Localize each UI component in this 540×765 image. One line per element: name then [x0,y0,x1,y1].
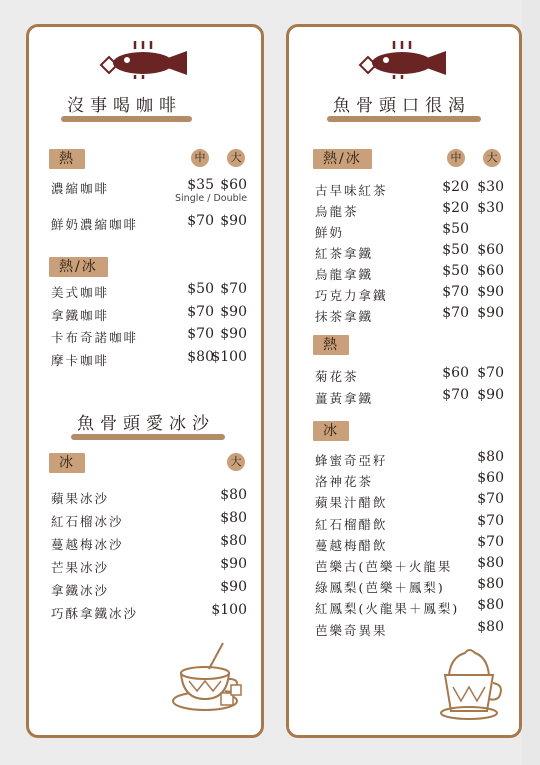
hot-ice-tag: 熱/冰 [49,257,108,277]
price-large: $80 [220,487,247,503]
menu-item-name: 濃縮咖啡 [51,181,110,196]
menu-item-name: 紅石榴冰沙 [51,514,124,529]
price-large: $80 [220,510,247,526]
menu-item-name: 卡布奇諾咖啡 [51,330,139,345]
menu-item-name: 鮮奶濃縮咖啡 [51,217,139,232]
menu-item-name: 芭樂古(芭樂＋火龍果 [315,559,453,574]
price-large: $90 [220,579,247,595]
price-large: $80 [477,576,504,593]
price-large: $70 [220,281,247,297]
menu-item-name: 蔓越梅醋飲 [315,537,388,553]
price-medium: $50 [442,242,469,258]
price-medium: $60 [442,365,469,381]
size-large-badge: 大 [227,453,245,471]
price-medium: $50 [442,221,469,237]
latte-cup-illustration [435,645,505,725]
fish-bone-logo [95,39,195,79]
menu-item-name: 洛神花茶 [315,474,374,490]
price-large: $70 [477,533,504,550]
menu-item-name: 蔓越梅冰沙 [51,537,124,552]
fish-bone-logo [354,39,454,79]
ice-tag: 冰 [49,453,85,473]
coffee-cup-illustration [169,637,249,717]
price-large: $90 [477,387,504,403]
price-medium: $70 [442,387,469,403]
price-medium: $50 [187,281,214,297]
menu-item-name: 抹茶拿鐵 [315,309,374,324]
hot-tag: 熱 [313,335,349,355]
menu-item-name: 菊花茶 [315,369,359,384]
price-large: $90 [220,303,247,320]
price-large: $60 [477,242,504,258]
single-double-note: Single / Double [175,193,248,204]
price-medium: $20 [442,179,469,195]
menu-item-name: 古早味紅茶 [315,183,388,198]
price-medium: $70 [442,284,469,300]
hot-tag: 熱 [49,149,85,169]
price-large: $30 [477,179,504,195]
menu-item-name: 拿鐵冰沙 [51,583,110,598]
hot-ice-tag: 熱/冰 [313,149,372,169]
size-large-badge: 大 [483,149,501,167]
smoothie-section-title: 魚骨頭愛冰沙 [77,409,215,434]
price-medium: $80 [187,348,214,365]
ice-tag: 冰 [313,421,349,441]
price-large: $30 [477,200,504,216]
price-medium: $50 [442,263,469,279]
menu-item-name: 芭樂奇異果 [315,622,388,638]
price-large: $80 [477,597,504,614]
menu-item-name: 蘋果汁醋飲 [315,495,388,511]
drinks-section-title: 魚骨頭口很渴 [333,91,471,116]
menu-item-name: 拿鐵咖啡 [51,307,110,323]
size-medium-badge: 中 [191,149,209,167]
price-large: $80 [477,555,504,571]
menu-item-name: 摩卡咖啡 [51,352,110,368]
price-large: $80 [477,449,504,465]
menu-item-name: 巧酥拿鐵冰沙 [51,606,139,621]
size-medium-badge: 中 [447,149,465,167]
menu-item-name: 綠鳳梨(芭樂＋鳳梨) [315,580,445,596]
price-large: $80 [220,533,247,549]
size-large-badge: 大 [227,149,245,167]
menu-item-name: 紅鳳梨(火龍果＋鳳梨) [315,601,460,617]
price-large: $90 [220,556,247,572]
menu-item-name: 薑黃拿鐵 [315,391,374,406]
price-medium: $70 [187,326,214,342]
price-medium: $70 [187,303,214,320]
price-large: $90 [220,326,247,342]
price-large: $60 [220,177,247,193]
menu-item-name: 芒果冰沙 [51,560,110,575]
price-medium: $70 [187,213,214,229]
menu-item-name: 紅茶拿鐵 [315,246,374,261]
menu-item-name: 鮮奶 [315,225,345,240]
price-medium: $70 [442,305,469,321]
price-large: $100 [211,602,247,618]
page-edge [522,0,540,765]
menu-item-name: 烏龍茶 [315,204,359,219]
price-large: $80 [477,618,504,635]
price-large: $90 [220,213,247,229]
price-large: $70 [477,491,504,508]
price-large: $70 [477,512,504,529]
menu-item-name: 烏龍拿鐵 [315,267,374,282]
price-large: $100 [211,348,247,365]
menu-item-name: 蜂蜜奇亞籽 [315,453,388,468]
price-medium: $20 [442,200,469,216]
menu-item-name: 紅石榴醋飲 [315,516,388,532]
menu-item-name: 巧克力拿鐵 [315,288,388,303]
menu-item-name: 蘋果冰沙 [51,491,110,506]
menu-item-name: 美式咖啡 [51,285,110,300]
coffee-section-title: 沒事喝咖啡 [67,91,182,116]
price-large: $90 [477,284,504,300]
right-menu-panel [286,24,522,738]
price-large: $70 [477,365,504,381]
price-medium: $35 [187,177,214,193]
left-menu-panel [26,24,264,738]
price-large: $60 [477,263,504,279]
price-large: $60 [477,470,504,487]
price-large: $90 [477,305,504,321]
